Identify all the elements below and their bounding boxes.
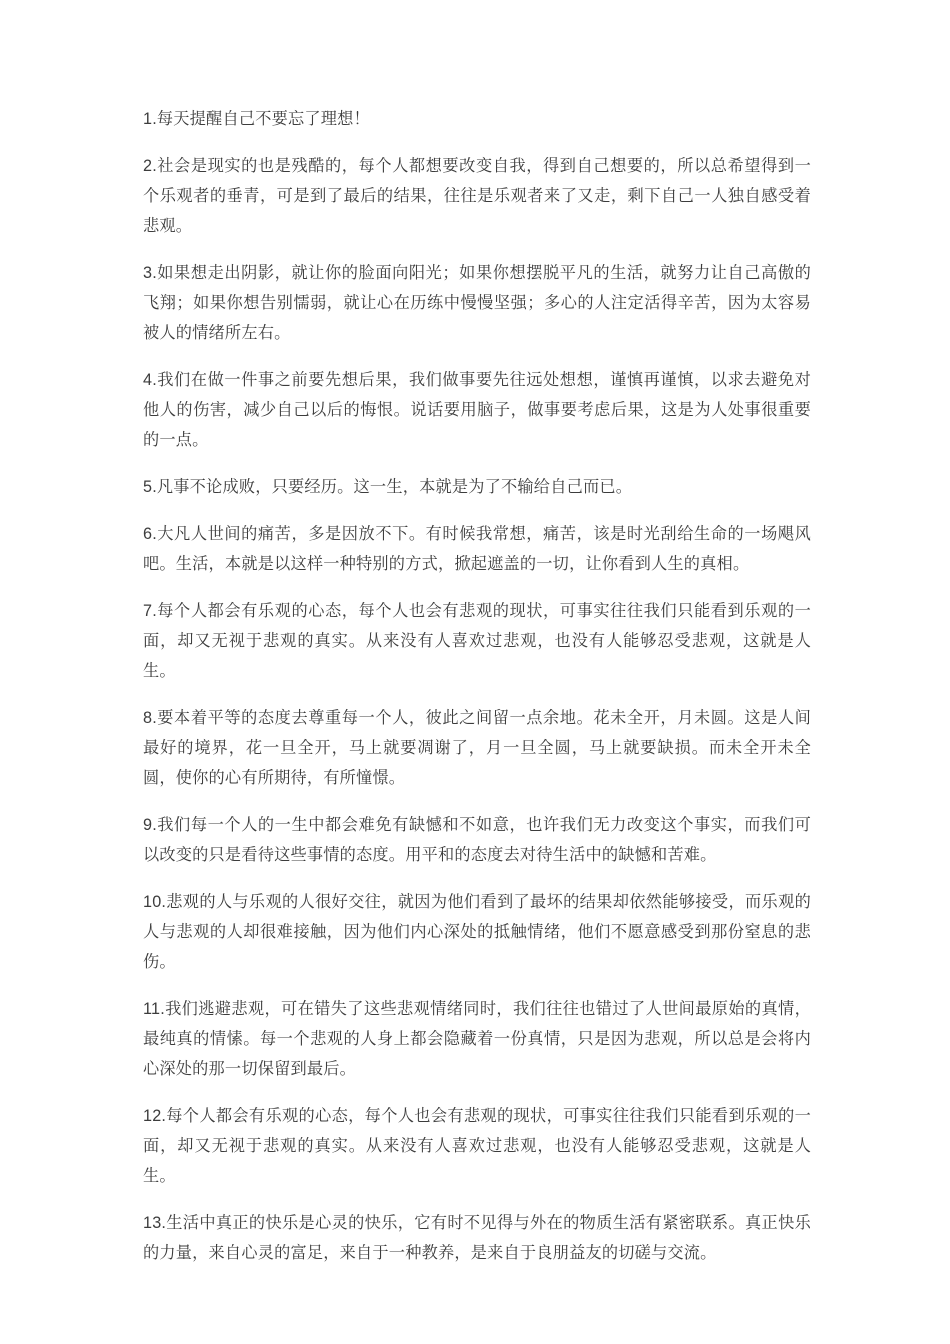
paragraph-6: 6.大凡人世间的痛苦，多是因放不下。有时候我常想，痛苦，该是时光刮给生命的一场飓风吧。生活，本就是以这样一种特别的方式，掀起遮盖的一切，让你看到人生的真相。 <box>143 525 811 573</box>
paragraph-10: 10.悲观的人与乐观的人很好交往，就因为他们看到了最坏的结果却依然能够接受，而乐观的人与悲观的人却很难接触，因为他们内心深处的抵触情绪，他们不愿意感受到那份窒息的悲伤。 <box>143 893 811 971</box>
document-body <box>143 104 811 1268</box>
paragraph-4: 4.我们在做一件事之前要先想后果，我们做事要先往远处想想，谨慎再谨慎，以求去避免对他人的伤害，减少自己以后的悔恨。说话要用脑子，做事要考虑后果，这是为人处事很重要的一点。 <box>143 371 811 449</box>
paragraph-12: 12.每个人都会有乐观的心态，每个人也会有悲观的现状，可事实往往我们只能看到乐观的一面，却又无视于悲观的真实。从来没有人喜欢过悲观，也没有人能够忍受悲观，这就是人生。 <box>143 1107 811 1185</box>
paragraph-11: 11.我们逃避悲观，可在错失了这些悲观情绪同时，我们往往也错过了人世间最原始的真情，最纯真的情愫。每一个悲观的人身上都会隐藏着一份真情，只是因为悲观，所以总是会将内心深处的那一切保留到最后。 <box>143 1000 811 1078</box>
paragraph-8: 8.要本着平等的态度去尊重每一个人，彼此之间留一点余地。花未全开，月未圆。这是人间最好的境界，花一旦全开，马上就要凋谢了，月一旦全圆，马上就要缺损。而未全开未全圆，使你的心有所期待，有所憧憬。 <box>143 709 811 787</box>
paragraph-7: 7.每个人都会有乐观的心态，每个人也会有悲观的现状，可事实往往我们只能看到乐观的一面，却又无视于悲观的真实。从来没有人喜欢过悲观，也没有人能够忍受悲观，这就是人生。 <box>143 602 811 680</box>
paragraph-13: 13.生活中真正的快乐是心灵的快乐，它有时不见得与外在的物质生活有紧密联系。真正快乐的力量，来自心灵的富足，来自于一种教养，是来自于良朋益友的切磋与交流。 <box>143 1214 811 1262</box>
paragraph-9: 9.我们每一个人的一生中都会难免有缺憾和不如意，也许我们无力改变这个事实，而我们可以改变的只是看待这些事情的态度。用平和的态度去对待生活中的缺憾和苦难。 <box>143 816 811 864</box>
paragraph-2: 2.社会是现实的也是残酷的，每个人都想要改变自我，得到自己想要的，所以总希望得到一个乐观者的垂青，可是到了最后的结果，往往是乐观者来了又走，剩下自己一人独自感受着悲观。 <box>143 157 811 235</box>
paragraph-5: 5.凡事不论成败，只要经历。这一生，本就是为了不输给自己而已。 <box>143 478 633 496</box>
paragraph-1: 1.每天提醒自己不要忘了理想！ <box>143 110 370 128</box>
paragraph-3: 3.如果想走出阴影，就让你的脸面向阳光；如果你想摆脱平凡的生活，就努力让自己高傲的飞翔；如果你想告别懦弱，就让心在历练中慢慢坚强；多心的人注定活得辛苦，因为太容易被人的情绪所左右。 <box>143 264 811 342</box>
